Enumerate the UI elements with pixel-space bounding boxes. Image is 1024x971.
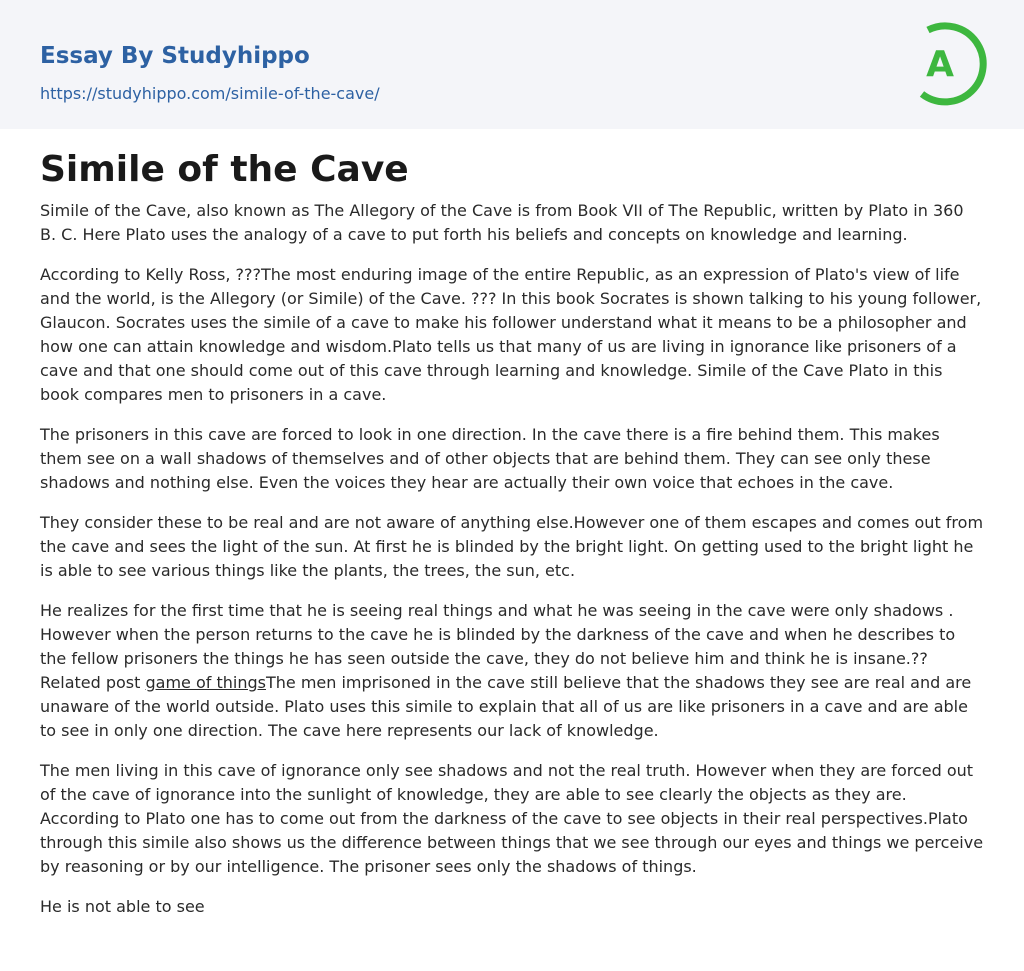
article-title: Simile of the Cave	[40, 149, 409, 190]
logo-letter: A	[926, 44, 954, 85]
article	[0, 129, 1024, 919]
site-header	[0, 0, 1024, 129]
article-paragraph-3: The prisoners in this cave are forced to look in one direction. In the cave there is a fire behind them. This makes them see on a wall shadows of themselves and of other objects that are behind them. They can see only these shadows and nothing else. Even the voices they hear are actually their own voice that echoes in the cave.	[40, 425, 940, 492]
article-paragraph-1: Simile of the Cave, also known as The Allegory of the Cave is from Book VII of The Republic, written by Plato in 360 B. C. Here Plato uses the analogy of a cave to put forth his beliefs and concepts on knowledge and learning.	[40, 201, 964, 244]
paragraph-5-text-after: The men imprisoned in the cave still believe that the shadows they see are real and are unaware of the world outside. Plato uses this simile to explain that all of us are like prisoners in a cave and are able to see in only one direction. The cave here represents our lack of knowledge.	[40, 673, 972, 740]
article-paragraph-2: According to Kelly Ross, ???The most enduring image of the entire Republic, as an expression of Plato's view of life and the world, is the Allegory (or Simile) of the Cave. ??? In this book Socrates is shown talking to his young follower, Glaucon. Socrates uses the simile of a cave to make his follower understand what it means to be a philosopher and how one can attain knowledge and wisdom.Plato tells us that many of us are living in ignorance like prisoners of a cave and that one should come out of this cave through learning and knowledge. Simile of the Cave Plato in this book compares men to prisoners in a cave.	[40, 265, 982, 404]
page-url-link[interactable]: https://studyhippo.com/simile-of-the-cave/	[40, 84, 380, 103]
site-brand[interactable]: Essay By Studyhippo	[40, 43, 310, 69]
related-post-link[interactable]: game of things	[145, 673, 266, 692]
article-paragraph-5	[40, 599, 984, 743]
article-paragraph-6: The men living in this cave of ignorance only see shadows and not the real truth. However when they are forced out of the cave of ignorance into the sunlight of knowledge, they are able to see clearly the objects as they are. According to Plato one has to come out from the darkness of the cave to see objects in their real perspectives.Plato through this simile also shows us the difference between things that we see through our eyes and things we perceive by reasoning or by our intelligence. The prisoner sees only the shadows of things.	[40, 761, 984, 876]
article-paragraph-7: He is not able to see	[40, 897, 205, 916]
logo-icon	[910, 18, 988, 106]
paragraph-5-text-before: He realizes for the first time that he is seeing real things and what he was seeing in the cave were only shadows . However when the person returns to the cave he is blinded by the darkness of the cave and when he describes to the fellow prisoners the things he has seen outside the cave, they do not believe him and think he is insane.??Related post	[40, 601, 956, 692]
studyhippo-logo[interactable]	[910, 18, 988, 106]
article-paragraph-4: They consider these to be real and are not aware of anything else.However one of them escapes and comes out from the cave and sees the light of the sun. At first he is blinded by the bright light. On getting used to the bright light he is able to see various things like the plants, the trees, the sun, etc.	[40, 513, 984, 580]
